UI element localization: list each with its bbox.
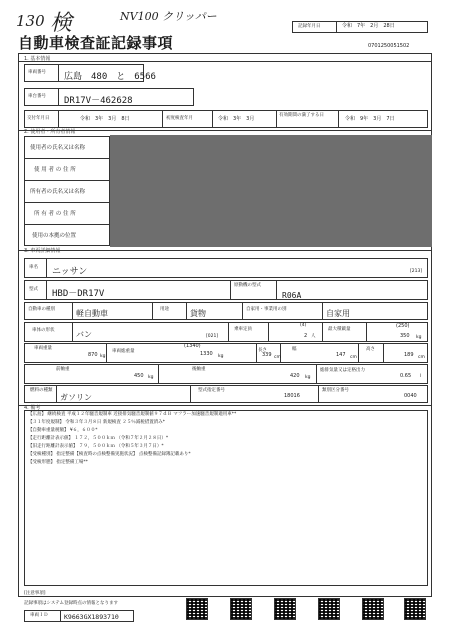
use-value: 貨物 <box>190 309 206 318</box>
width-value: 147 <box>336 352 346 358</box>
qr-code-1 <box>186 598 208 620</box>
max-load-unit: kg <box>416 335 422 340</box>
weight-value: 870 <box>88 352 98 358</box>
fuel-value: ガソリン <box>60 393 92 402</box>
gross-value: 1330 <box>200 351 213 357</box>
chassis-value: DR17V－462628 <box>64 96 133 106</box>
max-load-value: 350 <box>400 333 410 339</box>
record-date: 令和 7年 2月 28日 <box>342 23 395 29</box>
chassis-label: 車台番号 <box>28 94 46 99</box>
maker-label: 車名 <box>29 265 38 270</box>
section3-title: 3. 車両詳細情報 <box>24 248 61 254</box>
capacity-paren: (4) <box>300 323 307 328</box>
maker-value: ニッサン <box>52 267 88 277</box>
remark-line-3: 【自動車重量税額】 ¥６，６００* <box>28 428 98 433</box>
height-value: 189 <box>404 352 414 358</box>
length-label: 長さ <box>258 348 267 353</box>
gross-paren: (1340) <box>184 343 201 349</box>
max-load-label: 最大積載量 <box>328 327 351 332</box>
handwritten-number: 130 <box>16 12 45 30</box>
rear-axle-value: 420 <box>290 373 300 379</box>
front-axle-value: 450 <box>134 373 144 379</box>
displacement-value: 0.65 <box>400 373 412 379</box>
vehicle-id-value: K9663GX1893710 <box>64 613 119 621</box>
body-value: バン <box>76 330 92 339</box>
owner-row-owner-address: 所 有 者 の 住 所 <box>34 211 76 217</box>
length-unit: cm <box>274 355 281 360</box>
max-load-paren: (250) <box>396 323 410 329</box>
type-value: HBD－DR17V <box>52 289 105 299</box>
length-value: 339 <box>262 352 272 358</box>
rear-axle-label: 後軸重 <box>192 367 206 372</box>
owner-row-user-address: 使 用 者 の 住 所 <box>34 167 76 173</box>
type-num-value: 18016 <box>284 393 300 399</box>
capacity-label: 乗車定員 <box>234 327 252 332</box>
front-axle-label: 前軸重 <box>56 367 70 372</box>
width-label: 幅 <box>292 347 297 352</box>
rear-axle-unit: kg <box>305 375 311 380</box>
first-reg-label: 初度検査年月 <box>166 116 193 121</box>
remark-line-2: 【３１年度規制】 令和３年３月８日 新規検査 ２５％減税措置済み* <box>28 420 166 425</box>
weight-label: 車両重量 <box>34 346 52 351</box>
owner-row-owner-name: 所有者の氏名又は名称 <box>30 189 86 195</box>
redacted-owner-info <box>110 135 432 247</box>
section1-title: 1. 基本情報 <box>24 56 51 62</box>
owner-row-user-name: 使用者の氏名又は名称 <box>30 145 86 151</box>
vehicle-id-label: 車両ＩＤ <box>30 613 48 618</box>
issue-value: 令和 3年 3月 8日 <box>80 116 130 122</box>
remark-line-5: 【旧走行距離計表示値】 ７９，５００ｋｍ （令和５年３月７日）* <box>28 444 164 449</box>
use-label: 用途 <box>160 307 169 312</box>
doc-number: 0701250051502 <box>368 43 410 49</box>
maker-code: [213] <box>410 269 423 274</box>
body-code: [021] <box>206 334 219 339</box>
displacement-label: 総排気量又は定格出力 <box>320 368 365 373</box>
capacity-unit: 人 <box>311 334 316 339</box>
first-reg-value: 令和 3年 3月 <box>218 116 255 122</box>
remark-line-1: 【広島】 継続検査 平成１２年騒音規制車 近接排気騒音規制値９７ｄＢ マフラー加速騒音規制適用車** <box>28 412 237 417</box>
private-label: 自家用・事業用の別 <box>246 307 287 312</box>
remark-line-4: 【走行距離計表示値】 １７２，５００ｋｍ （令和７年２月２８日）* <box>28 436 169 441</box>
notice-title: [注意事項] <box>24 591 46 596</box>
record-date-label: 記録年月日 <box>298 24 321 29</box>
qr-code-3 <box>274 598 296 620</box>
remark-line-7: 【受検形態】 指定整備工場** <box>28 460 88 465</box>
private-value: 自家用 <box>326 309 350 318</box>
qr-code-6 <box>404 598 426 620</box>
kind-label: 自動車の種別 <box>28 307 55 312</box>
section2-title: 2. 使用者・所有者情報 <box>24 129 76 135</box>
type-label: 型式 <box>29 287 38 292</box>
reg-value: 広島 480 と 6566 <box>64 72 156 82</box>
expiry-value: 令和 9年 3月 7日 <box>345 116 395 122</box>
notice-text: 記録事項はシステム登録時点の情報となります <box>24 601 119 606</box>
handwritten-model-note: NV100 クリッパー <box>120 10 217 23</box>
front-axle-unit: kg <box>148 375 154 380</box>
page-title: 自動車検査証記録事項 <box>18 34 174 52</box>
class-num-value: 0040 <box>404 393 417 399</box>
gross-label: 車両総重量 <box>112 349 135 354</box>
kind-value: 軽自動車 <box>76 309 108 318</box>
issue-label: 交付年月日 <box>27 116 50 121</box>
body-label: 車体の形状 <box>32 328 55 333</box>
gross-unit: kg <box>218 354 224 359</box>
width-unit: cm <box>350 355 357 360</box>
type-num-label: 型式指定番号 <box>198 388 225 393</box>
height-label: 高さ <box>366 347 375 352</box>
handwritten-kanji: 検 <box>50 11 73 36</box>
capacity-value: 2 <box>304 333 308 339</box>
weight-unit: kg <box>100 354 106 359</box>
qr-code-5 <box>362 598 384 620</box>
qr-code-2 <box>230 598 252 620</box>
height-unit: cm <box>418 355 425 360</box>
remark-line-6: 【受検種別】 指定整備【検査時の点検整備実施状況】 点検整備記録簿記載あり* <box>28 452 191 457</box>
class-num-label: 類別区分番号 <box>322 388 349 393</box>
engine-value: R06A <box>282 291 302 300</box>
fuel-label: 燃料の種類 <box>30 388 53 393</box>
qr-code-4 <box>318 598 340 620</box>
section4-title: 4. 備考 <box>24 405 41 411</box>
engine-label: 原動機の型式 <box>234 283 261 288</box>
expiry-label: 有効期間の満了する日 <box>279 113 324 118</box>
reg-label: 車両番号 <box>28 70 46 75</box>
owner-row-base-location: 使用の本拠の位置 <box>32 233 77 239</box>
displacement-unit: l <box>420 374 422 379</box>
